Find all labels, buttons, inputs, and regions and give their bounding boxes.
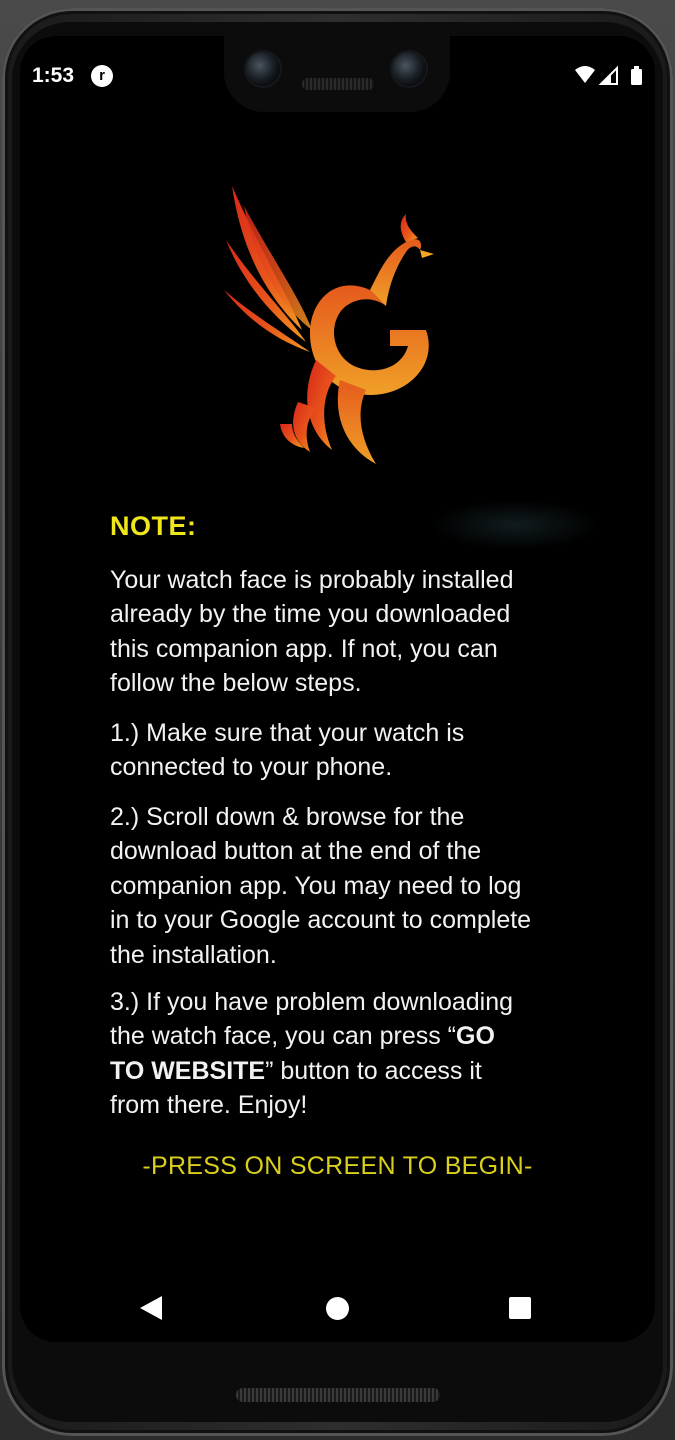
recents-icon[interactable]: [509, 1297, 531, 1319]
front-camera-right-icon: [392, 52, 426, 86]
step-2-paragraph: [110, 800, 610, 972]
status-icons: [574, 64, 646, 86]
step-3-line: ” button to access it: [265, 1056, 482, 1085]
intro-line: this companion app. If not, you can: [110, 634, 498, 663]
phoenix-logo-icon: [220, 180, 450, 480]
step-2-line: the installation.: [110, 940, 277, 969]
wifi-icon: [575, 66, 595, 83]
home-icon[interactable]: [326, 1297, 349, 1320]
intro-line: follow the below steps.: [110, 669, 362, 698]
status-time: 1:53: [32, 64, 75, 87]
step-2-line: in to your Google account to complete: [110, 906, 532, 935]
battery-icon: [631, 66, 642, 85]
earpiece-speaker: [302, 78, 374, 90]
back-icon[interactable]: [140, 1296, 162, 1320]
step-1-line: connected to your phone.: [110, 753, 393, 782]
background-glow: [430, 500, 600, 550]
bottom-speaker: [236, 1388, 440, 1402]
step-2-line: download button at the end of the: [110, 837, 482, 866]
go-to-website-emphasis: TO WEBSITE: [110, 1056, 266, 1085]
press-to-begin-prompt[interactable]: -PRESS ON SCREEN TO BEGIN-: [142, 1152, 533, 1180]
step-3-line: from there. Enjoy!: [110, 1091, 308, 1120]
step-1-line: 1.) Make sure that your watch is: [110, 719, 465, 747]
signal-icon: [601, 68, 617, 84]
step-2-line: 2.) Scroll down & browse for the: [110, 803, 465, 831]
intro-line: Your watch face is probably installed: [110, 566, 514, 594]
go-to-website-emphasis: GO: [456, 1022, 495, 1051]
step-2-line: companion app. You may need to log: [110, 871, 522, 900]
intro-paragraph: [110, 563, 610, 701]
step-1-paragraph: [110, 716, 610, 785]
step-3-line: 3.) If you have problem downloading: [110, 988, 514, 1016]
intro-line: already by the time you downloaded: [110, 600, 511, 629]
step-3-line: the watch face, you can press “: [110, 1022, 457, 1051]
step-3-paragraph: [110, 985, 610, 1123]
notification-app-icon: r: [91, 65, 113, 87]
front-camera-left-icon: [246, 52, 280, 86]
note-title: NOTE:: [110, 511, 197, 541]
